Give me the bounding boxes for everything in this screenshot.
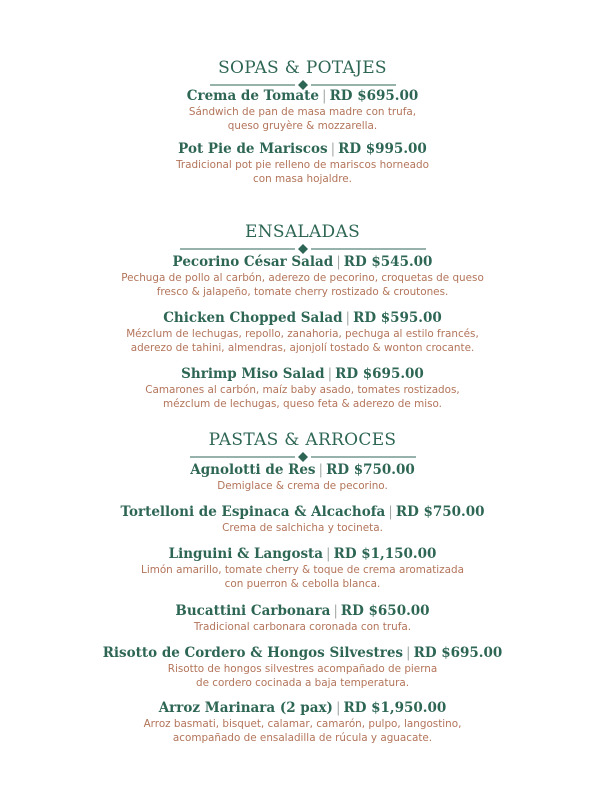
item-name: Risotto de Cordero & Hongos Silvestres [102, 645, 404, 661]
item-name: Arroz Marinara (2 pax) [158, 700, 333, 716]
section-sopas-potajes [0, 58, 605, 91]
price-separator: | [322, 88, 327, 104]
price-separator: | [327, 366, 333, 382]
item-price: RD $650.00 [340, 603, 430, 619]
item-price: RD $750.00 [395, 504, 485, 520]
price-separator: | [336, 254, 341, 270]
item-description: acompañado de ensaladilla de rúcula y aguacate. [172, 732, 433, 744]
section-pastas-arroces [0, 430, 605, 463]
item-description: queso gruyère & mozzarella. [227, 120, 378, 132]
price-separator: | [406, 645, 411, 661]
item-name: Pot Pie de Mariscos [178, 141, 328, 157]
menu-item-pot-pie-de-mariscos [0, 141, 605, 186]
item-description: Mézclum de lechugas, repollo, zanahoria, pechuga al estilo francés, [126, 328, 479, 340]
item-price: RD $695.00 [329, 88, 419, 104]
price-separator: | [335, 700, 341, 716]
item-description: Pechuga de pollo al carbón, aderezo de pecorino, croquetas de queso [121, 272, 484, 284]
item-price: RD $995.00 [338, 141, 427, 157]
item-description: Sándwich de pan de masa madre con trufa, [188, 106, 417, 118]
menu-item-risotto-de-cordero [0, 645, 605, 690]
menu-item-crema-de-tomate [0, 88, 605, 133]
menu-item-linguini-langosta [0, 546, 605, 591]
item-price: RD $545.00 [343, 254, 433, 270]
menu-item-bucattini-carbonara [0, 603, 605, 634]
item-description: Crema de salchicha y tocineta. [222, 522, 383, 534]
item-description: Demiglace & crema de pecorino. [217, 480, 388, 492]
item-price: RD $695.00 [413, 645, 503, 661]
item-name: Chicken Chopped Salad [163, 310, 343, 326]
item-name: Bucattini Carbonara [175, 603, 331, 619]
menu-item-pecorino-cesar-salad [0, 254, 605, 299]
item-name: Tortelloni de Espinaca & Alcachofa [120, 504, 386, 520]
item-description: Limón amarillo, tomate cherry & toque de crema aromatizada [141, 564, 464, 576]
item-price: RD $1,150.00 [333, 546, 437, 562]
item-name: Linguini & Langosta [168, 546, 324, 562]
item-description: Tradicional pot pie relleno de mariscos horneado [176, 159, 429, 171]
item-description: mézclum de lechugas, queso feta & aderezo de miso. [163, 398, 442, 410]
item-price: RD $750.00 [326, 462, 415, 478]
menu-item-shrimp-miso-salad [0, 366, 605, 411]
item-price: RD $695.00 [335, 366, 424, 382]
item-description: con masa hojaldre. [253, 173, 352, 185]
item-description: aderezo de tahini, almendras, ajonjolí tostado & wonton crocante. [130, 342, 475, 354]
price-separator: | [326, 546, 331, 562]
price-separator: | [333, 603, 338, 619]
item-description: Tradicional carbonara coronada con trufa. [193, 621, 412, 633]
item-name: Crema de Tomate [186, 88, 319, 104]
section-title: ENSALADAS [244, 222, 361, 242]
section-title: SOPAS & POTAJES [218, 58, 387, 78]
item-name: Pecorino César Salad [172, 254, 334, 270]
menu-item-agnolotti-de-res [0, 462, 605, 493]
price-separator: | [388, 504, 393, 520]
item-name: Shrimp Miso Salad [181, 366, 325, 382]
item-description: de cordero cocinada a baja temperatura. [195, 677, 410, 689]
section-ensaladas [0, 222, 605, 255]
item-description: con puerron & cebolla blanca. [224, 578, 381, 590]
item-description: Arroz basmati, bisquet, calamar, camarón, pulpo, langostino, [143, 718, 462, 730]
item-price: RD $595.00 [353, 310, 442, 326]
section-title: PASTAS & ARROCES [208, 430, 397, 450]
item-name: Agnolotti de Res [190, 462, 316, 478]
price-separator: | [330, 141, 336, 157]
item-description: fresco & jalapeño, tomate cherry rostizado & croutones. [156, 286, 449, 298]
price-separator: | [345, 310, 351, 326]
item-description: Risotto de hongos silvestres acompañado de pierna [167, 663, 438, 675]
price-separator: | [318, 462, 324, 478]
menu-item-arroz-marinara [0, 700, 605, 745]
item-price: RD $1,950.00 [343, 700, 447, 716]
menu-item-chicken-chopped-salad [0, 310, 605, 355]
item-description: Camarones al carbón, maíz baby asado, tomates rostizados, [145, 384, 460, 396]
menu-item-tortelloni-de-espinaca [0, 504, 605, 535]
